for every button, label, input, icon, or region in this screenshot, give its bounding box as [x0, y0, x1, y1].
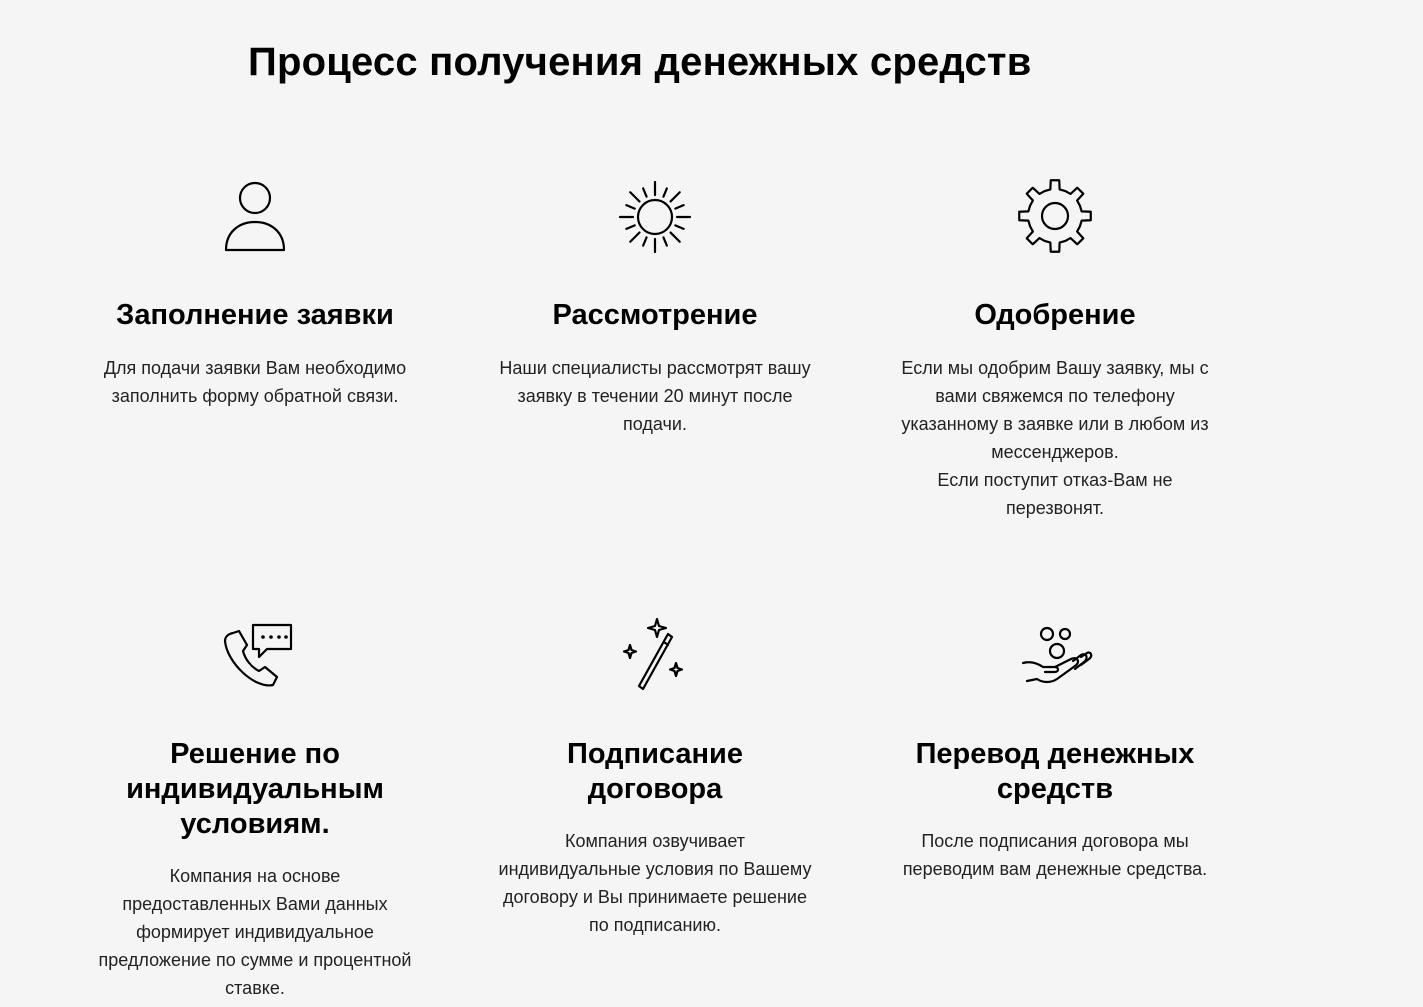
phone-chat-icon	[215, 615, 295, 695]
step-description: После подписания договора мы переводим вам денежные средства.	[902, 831, 1208, 879]
step-description: Наши специалисты рассмотрят вашу заявку в течении 20 минут после подачи.	[499, 358, 811, 434]
step-title: Подписание договора	[566, 738, 743, 805]
step-title: Перевод денежных средств	[915, 738, 1195, 805]
step-description: Если мы одобрим Вашу заявку, мы с вами свяжемся по телефону указанному в заявке или в любом из мессенджеров. Если поступит отказ-Вам не перезвонят.	[901, 358, 1209, 518]
sun-icon	[615, 176, 695, 256]
step-application	[85, 176, 425, 410]
step-individual-terms	[85, 615, 425, 1002]
gear-icon	[1015, 176, 1095, 256]
magic-wand-icon	[615, 615, 695, 695]
step-description: Компания на основе предоставленных Вами данных формирует индивидуальное предложение по сумме и процентной ставке.	[98, 866, 412, 998]
step-money-transfer	[885, 615, 1225, 883]
step-review	[485, 176, 825, 438]
hand-coins-icon	[1015, 615, 1095, 695]
step-title: Заполнение заявки	[116, 299, 394, 331]
page-title: Процесс получения денежных средств	[248, 40, 1032, 84]
step-contract-signing	[485, 615, 825, 939]
step-title: Рассмотрение	[552, 299, 758, 331]
step-title: Решение по индивидуальным условиям.	[126, 738, 384, 840]
step-description: Компания озвучивает индивидуальные условия по Вашему договору и Вы принимаете решение по подписанию.	[498, 831, 812, 935]
person-icon	[215, 176, 295, 256]
step-title: Одобрение	[974, 299, 1136, 331]
step-approval	[885, 176, 1225, 522]
step-description: Для подачи заявки Вам необходимо заполнить форму обратной связи.	[103, 358, 407, 406]
